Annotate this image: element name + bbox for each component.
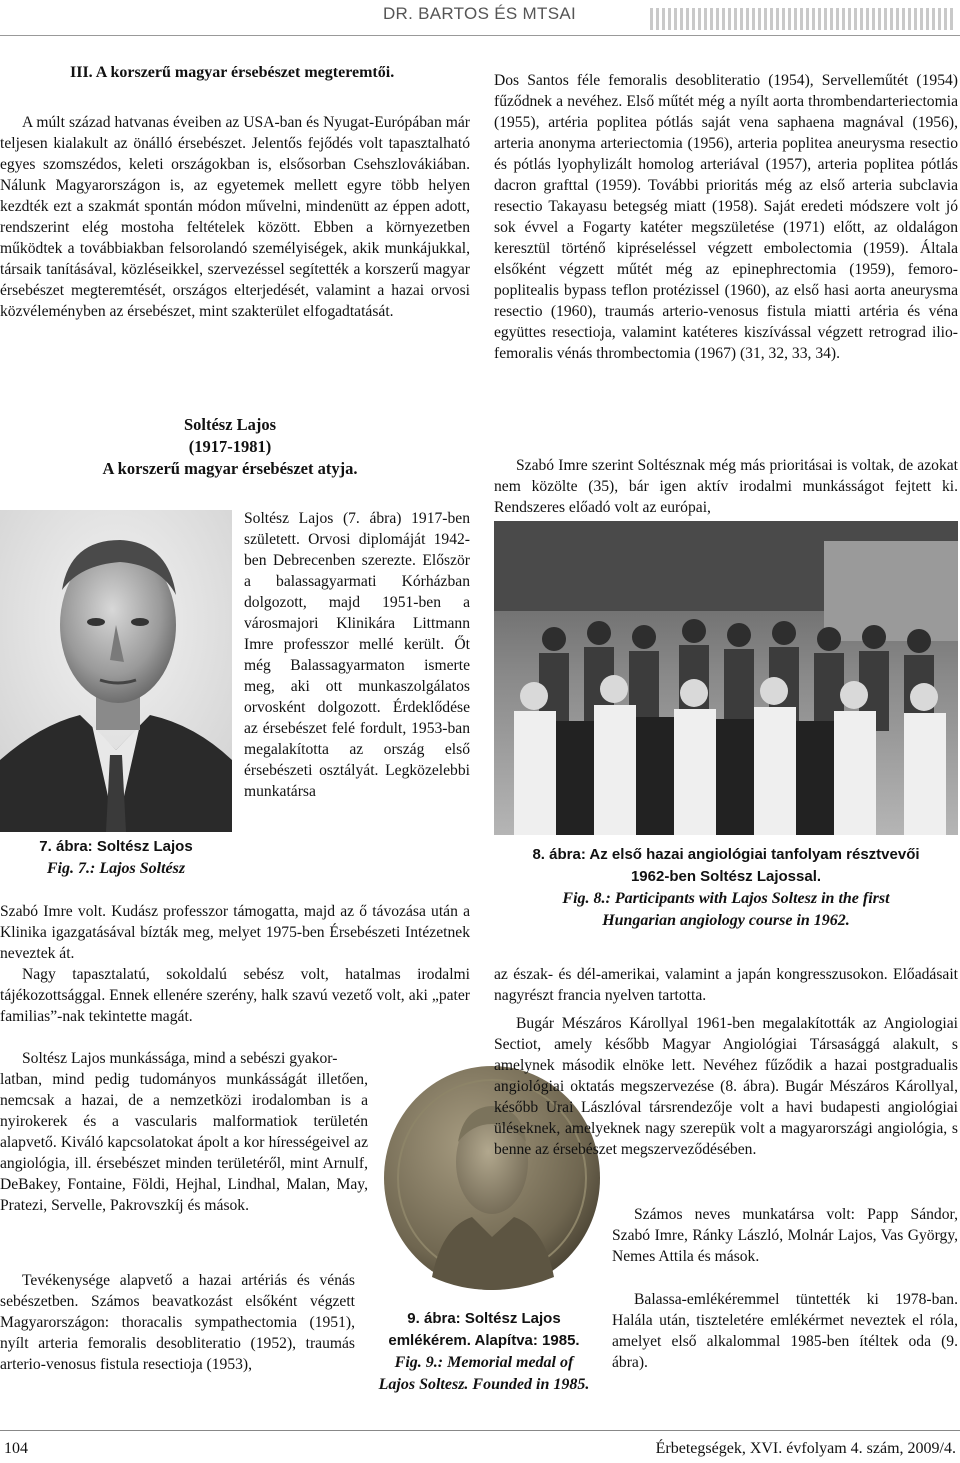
right-paragraph-3: az észak- és dél-amerikai, valamint a japán kongresszusokon. Előadásait nagyrészt francia nyelven tartotta. bbox=[494, 966, 958, 1004]
person-title: A korszerű magyar érsebészet atyja. bbox=[102, 459, 358, 478]
group-photo bbox=[494, 521, 958, 835]
paragraph-munkassag-1: Soltész Lajos munkássága, mind a sebészi gyakor- bbox=[22, 1050, 338, 1067]
fig9-caption bbox=[356, 1308, 612, 1396]
fig8-caption-en-1: Fig. 8.: Participants with Lajos Soltesz in the first bbox=[562, 890, 890, 907]
paragraph-tevekenyseg: Tevékenysége alapvető a hazai artériás és vénás sebészetben. Számos beavatkozást elsőként végzett Magyarországon: thoracalis sympathectomia (1951), nyílt arteria femoralis desobliteratio (1952), traumás arterio-venosus fistula resectioja (1953), bbox=[0, 1272, 355, 1373]
person-heading bbox=[70, 414, 390, 480]
fig9-caption-en-1: Fig. 9.: Memorial medal of bbox=[394, 1354, 574, 1371]
right-paragraph-5: Számos neves munkatársa volt: Papp Sándor, Szabó Imre, Ránky László, Molnár Lajos, Vas György, Nemes Attila és mások. bbox=[612, 1206, 958, 1265]
portrait-photo bbox=[0, 510, 232, 832]
paragraph-munkassag-2: latban, mind pedig tudományos munkásságát illetően, nemcsak a hazai, de a nemzetközi irodalomban is a nyirokerek és a vascularis malformatiok területén alapvető. Kiváló kapcsolatokat ápolt a kor hírességeivel az angiológia, ill. érsebészet minden területéről, mint Arnulf, DeBakey, Fontaine, Földi, Hejhal, Lindhal, Malan, May, Pratezi, Servelle, Pakrovszkíj és mások. bbox=[0, 1071, 368, 1214]
fig8-caption bbox=[494, 844, 958, 932]
header-decoration bbox=[650, 8, 956, 30]
intro-paragraph: A múlt század hatvanas éveiben az USA-ban és Nyugat-Európában már teljesen kialakult az önálló érsebészet. Jelentős fejődés volt tapasztalható egyes szomszédos, keleti országokban is, elsősorban Csehszlovákiában. Nálunk Magyarországon is, az egyetemek mellett egyre több helyen kezdték ezt a szakmát spontán módon művelni, mindenütt az éppen adott, rendszerint elég mostoha feltételek között. Ebben a környezetben működtek a továbbiakban felsorolandó személyiségek, akik munkájukkal, társaik tanításával, közléseikkel, szervezéssel segítették a korszerű magyar érsebészet megteremtését, országos elterjedését, valamint a hazai orvosi közvéleményben az érsebészet, mint szakterület elfogadtatását. bbox=[0, 114, 470, 320]
section-heading: III. A korszerű magyar érsebészet megteremtői. bbox=[70, 64, 395, 81]
footer-rule bbox=[0, 1430, 960, 1431]
fig7-caption-hu: 7. ábra: Soltész Lajos bbox=[39, 838, 193, 855]
right-paragraph-4: Bugár Mészáros Károllyal 1961-ben megalakították az Angiologiai Sectiot, amely később Magyar Angiológiai Társasággá alakult, s amelynek második elnöke lett. Nevéhez fűződik a hazai postgradualis angiológiai oktatás megszervezése (8. ábra). Bugár Mészáros Károllyal, később Urai Lászlóval társrendezője volt a havi budapesti angiológiai üléseknek, amelyeknek nagy szerepük volt a magyarországi angiológia, s benne az érsebészet megszerveződésében. bbox=[494, 1015, 958, 1158]
fig8-caption-hu-2: 1962-ben Soltész Lajossal. bbox=[630, 868, 822, 885]
fig7-body-paragraph: Soltész Lajos (7. ábra) 1917-ben született. Orvosi diplomáját 1942-ben Debrecenben szerezte. Először a balassagyarmati Kórházban dolgozott, majd 1951-ben a városmajori Klinikára Littmann Imre professzor mellé került. Őt még Balassagyarmaton ismerte meg, aki ott munkaszolgálatos orvosként dolgozott. Érdeklődése az érsebészet felé fordult, 1953-ban megalakította az ország első érsebészeti osztályát. Legközelebbi munkatársa bbox=[244, 510, 470, 800]
fig7-caption-en: Fig. 7.: Lajos Soltész bbox=[46, 860, 186, 877]
person-name: Soltész Lajos bbox=[183, 415, 277, 434]
running-head: DR. BARTOS ÉS MTSAI bbox=[382, 4, 576, 23]
paragraph-szabo: Szabó Imre volt. Kudász professzor támogatta, majd az ő távozása után a Klinika igazgatásával bízták meg, melyet 1975-ben Érsebészeti Intézetnek neveztek át. bbox=[0, 903, 470, 962]
paragraph-nagy: Nagy tapasztalatú, sokoldalú sebész volt, hatalmas irodalmi tájékozottsággal. Ennek ellenére szerény, halk szavú vezető volt, aki „pater familias”-nak tekintette magát. bbox=[0, 966, 470, 1025]
fig9-caption-hu-2: emlékérem. Alapítva: 1985. bbox=[388, 1332, 580, 1349]
fig8-caption-en-2: Hungarian angiology course in 1962. bbox=[602, 912, 850, 929]
header-rule bbox=[0, 35, 960, 36]
page-number: 104 bbox=[4, 1440, 28, 1457]
fig8-caption-hu-1: 8. ábra: Az első hazai angiológiai tanfolyam résztvevői bbox=[532, 846, 920, 863]
right-paragraph-2: Szabó Imre szerint Soltésznak még más prioritásai is voltak, de azokat nem közölte (35), bár igen aktív irodalmi munkásságot fejtett ki. Rendszeres előadó volt az európai, bbox=[494, 457, 958, 516]
right-paragraph-6: Balassa-emlékéremmel tüntették ki 1978-ban. Halála után, tiszteletére emlékérmet neveztek el róla, amelyet első alkalommal 1985-ben ítéltek oda (9. ábra). bbox=[612, 1291, 958, 1371]
right-paragraph-1: Dos Santos féle femoralis desobliteratio (1954), Servelleműtét (1954) fűződnek a nevéhez. Első műtét még a nyílt aorta thrombendarteriectomia (1955), artéria poplitea pótlás saját vena saphaena magnával (1956), arteria anonyma arteriectomia (1956), arteria poplitea aneurysma resectio és pótlás lyophylizált homolog arteriával (1957), arteria poplitea pótlás dacron grafttal (1959). További prioritás még az első arteria subclavia resectio Takayasu betegség miatt (1958). Saját eredeti módszere volt jó sok évvel a Fogarty katéter megszületése (1971) előtt, az oldalágon keresztül történő kipréseléssel végzett embolectomia (1959). Általa elsőként végzett műtét még az epinephrectomia (1959), femoro-poplitealis bypass teflon protézissel (1960), az első hasi aorta aneurysma resectio (1960), traumás arterio-venosus fistula miatti artéria és véna együttes resectioja, valamint katéteres kiszívással végzett retrograd ilio-femoralis vénás thrombectomia (1967) (31, 32, 33, 34). bbox=[494, 72, 958, 362]
person-years: (1917-1981) bbox=[188, 437, 272, 456]
fig7-caption bbox=[0, 836, 232, 880]
journal-footer: Érbetegségek, XVI. évfolyam 4. szám, 2009/4. bbox=[655, 1440, 956, 1457]
fig9-caption-hu-1: 9. ábra: Soltész Lajos bbox=[407, 1310, 561, 1327]
fig9-caption-en-2: Lajos Soltesz. Founded in 1985. bbox=[378, 1376, 590, 1393]
